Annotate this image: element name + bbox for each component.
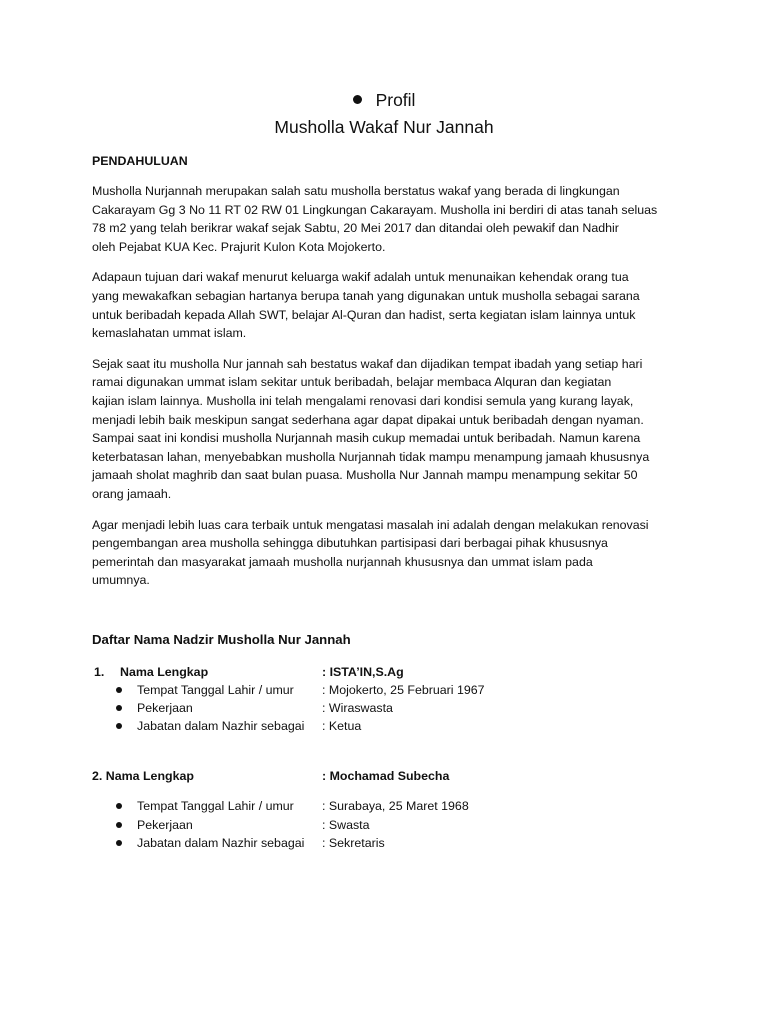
paragraph-line: Sejak saat itu musholla Nur jannah sah bestatus wakaf dan dijadikan tempat ibadah yang setiap hari xyxy=(92,356,643,371)
paragraph-1 xyxy=(92,182,682,256)
intro-heading: PENDAHULUAN xyxy=(92,154,188,168)
nadzir-section-title: Daftar Nama Nadzir Musholla Nur Jannah xyxy=(92,632,351,647)
paragraph-line: pemerintah dan masyarakat jamaah musholla nurjannah khususnya dan ummat islam pada xyxy=(92,554,593,569)
detail-value: : Surabaya, 25 Maret 1968 xyxy=(322,799,469,813)
title-musholla: Musholla Wakaf Nur Jannah xyxy=(274,117,494,137)
bullet-icon xyxy=(116,681,126,699)
detail-value: : Wiraswasta xyxy=(322,701,393,715)
paragraph-3 xyxy=(92,355,682,504)
paragraph-line: 78 m2 yang telah berikrar wakaf sejak Sabtu, 20 Mei 2017 dan ditandai oleh pewakif dan Nadhir xyxy=(92,221,619,236)
bullet-icon xyxy=(116,797,126,815)
title-profil-text: Profil xyxy=(375,90,416,110)
intro-section xyxy=(92,152,682,590)
detail-value: : Sekretaris xyxy=(322,836,385,850)
detail-label: Jabatan dalam Nazhir sebagai xyxy=(137,836,305,850)
nadzir-1-position-row xyxy=(92,717,361,735)
bullet-icon xyxy=(353,95,362,104)
paragraph-4 xyxy=(92,516,682,590)
paragraph-line: Cakarayam Gg 3 No 11 RT 02 RW 01 Lingkungan Cakarayam. Musholla ini berdiri di atas tanah seluas xyxy=(92,202,658,217)
paragraph-line: Sampai saat ini kondisi musholla Nurjannah masih cukup memadai untuk beribadah. Namun karena xyxy=(92,431,641,446)
nadzir-1-name-label: Nama Lengkap xyxy=(120,665,209,679)
bullet-icon xyxy=(116,717,126,735)
paragraph-line: keterbatasan lahan, menyebabkan musholla Nurjannah tidak mampu menampung jamaah khususnya xyxy=(92,449,650,464)
paragraph-line: jamaah sholat maghrib dan saat bulan puasa. Musholla Nur Jannah mampu menampung sekitar 50 xyxy=(92,468,638,483)
nadzir-2-name-row xyxy=(92,767,449,785)
nadzir-2-name-label: Nama Lengkap xyxy=(105,769,194,783)
nadzir-2-number: 2. xyxy=(92,769,103,783)
detail-label: Pekerjaan xyxy=(137,701,193,715)
bullet-icon xyxy=(116,699,126,717)
paragraph-line: Adapaun tujuan dari wakaf menurut keluarga wakif adalah untuk menunaikan kehendak orang tua xyxy=(92,270,629,285)
detail-label: Pekerjaan xyxy=(137,818,193,832)
paragraph-line: untuk beribadah kepada Allah SWT, belajar Al-Quran dan hadist, serta kegiatan islam lainnya untuk xyxy=(92,307,636,322)
paragraph-line: Musholla Nurjannah merupakan salah satu musholla berstatus wakaf yang berada di lingkungan xyxy=(92,184,620,198)
paragraph-line: ramai digunakan ummat islam sekitar untuk beribadah, belajar membaca Alquran dan kegiatan xyxy=(92,375,612,390)
detail-label: Tempat Tanggal Lahir / umur xyxy=(137,683,294,697)
paragraph-line: orang jamaah. xyxy=(92,486,172,501)
detail-label: Tempat Tanggal Lahir / umur xyxy=(137,799,294,813)
paragraph-line: kajian islam lainnya. Musholla ini telah mengalami renovasi dari kondisi semula yang kurang layak, xyxy=(92,393,634,408)
detail-value: : Mojokerto, 25 Februari 1967 xyxy=(322,683,485,697)
nadzir-2-name-value: : Mochamad Subecha xyxy=(322,769,450,783)
nadzir-1-name-row xyxy=(92,663,404,681)
paragraph-line: kemaslahatan ummat islam. xyxy=(92,326,247,341)
nadzir-2-position-row xyxy=(92,834,385,852)
paragraph-line: oleh Pejabat KUA Kec. Prajurit Kulon Kota Mojokerto. xyxy=(92,239,386,254)
detail-label: Jabatan dalam Nazhir sebagai xyxy=(137,719,305,733)
nadzir-2-birth-row xyxy=(92,797,469,815)
paragraph-line: umumnya. xyxy=(92,573,150,588)
paragraph-line: menjadi lebih baik meskipun sangat sederhana agar dapat dipakai untuk beribadah dengan nyaman. xyxy=(92,412,644,427)
paragraph-line: yang mewakafkan sebagian hartanya berupa tanah yang digunakan untuk musholla sebagai sarana xyxy=(92,288,640,303)
title-block xyxy=(0,88,768,140)
nadzir-1-job-row xyxy=(92,699,393,717)
detail-value: : Swasta xyxy=(322,818,370,832)
detail-value: : Ketua xyxy=(322,719,362,733)
nadzir-1-number: 1. xyxy=(94,665,105,679)
nadzir-1-birth-row xyxy=(92,681,485,699)
paragraph-2 xyxy=(92,268,682,342)
bullet-icon xyxy=(116,834,126,852)
paragraph-line: Agar menjadi lebih luas cara terbaik untuk mengatasi masalah ini adalah dengan melakukan renovasi xyxy=(92,517,649,532)
nadzir-2-job-row xyxy=(92,816,370,834)
bullet-icon xyxy=(116,816,126,834)
title-profil xyxy=(0,88,768,112)
paragraph-line: pengembangan area musholla sehingga dibutuhkan partisipasi dari berbagai pihak khususnya xyxy=(92,536,608,551)
nadzir-1-name-value: : ISTA’IN,S.Ag xyxy=(322,665,404,679)
